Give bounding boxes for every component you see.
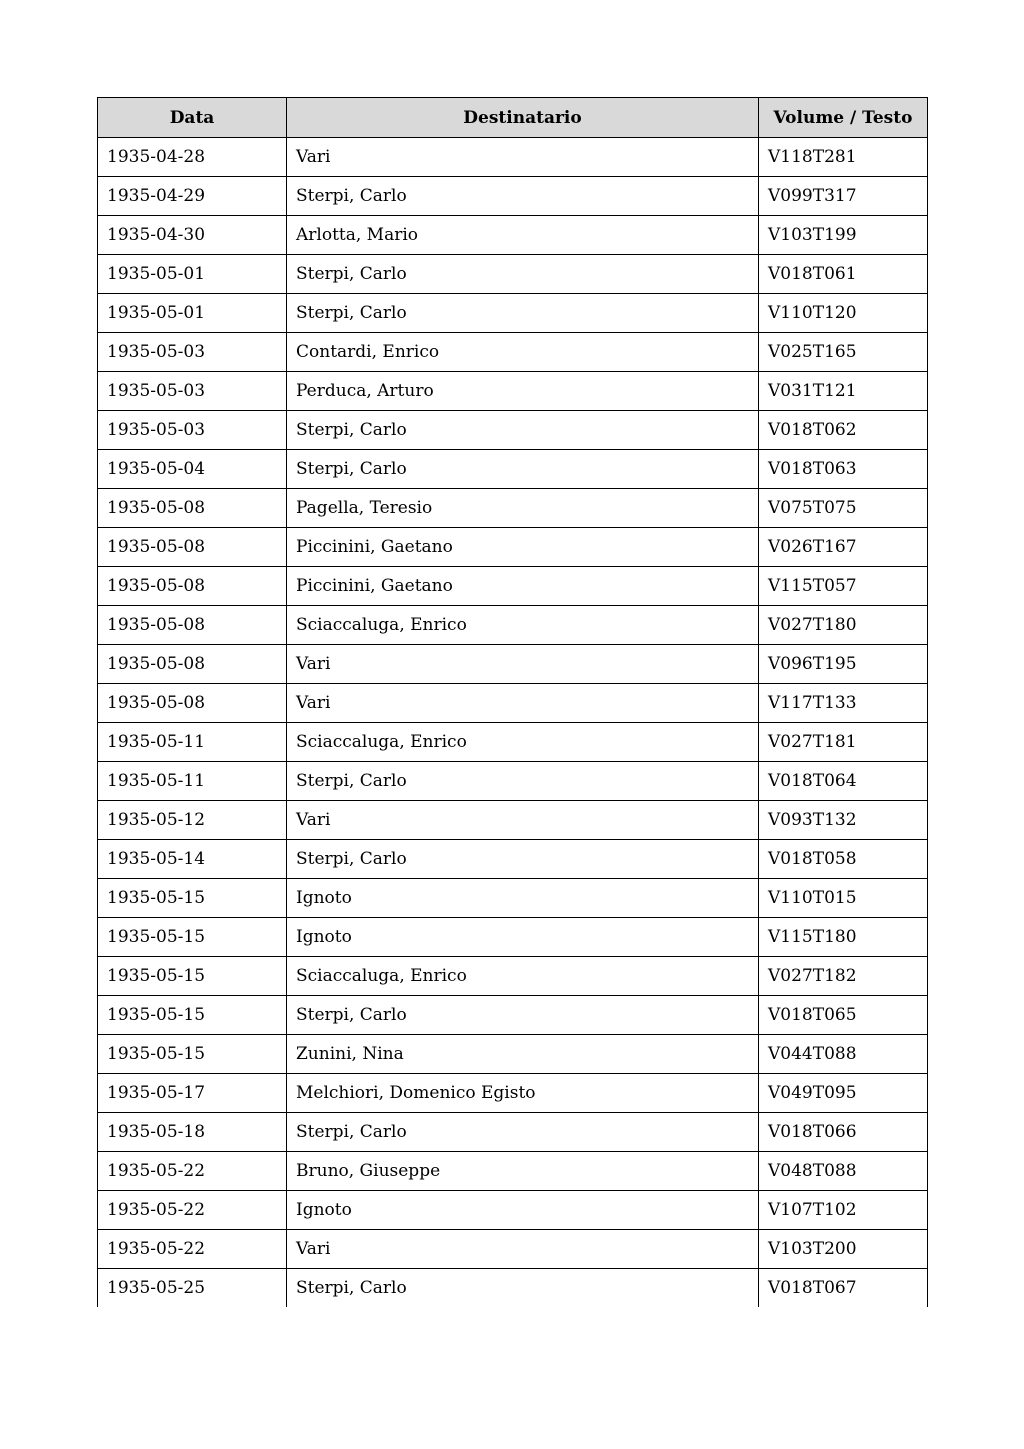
- cell-volume-text: V027T180: [759, 606, 928, 645]
- cell-recipient: Contardi, Enrico: [287, 333, 759, 372]
- cell-date: 1935-05-03: [98, 333, 287, 372]
- cell-recipient: Sterpi, Carlo: [287, 996, 759, 1035]
- cell-recipient: Ignoto: [287, 918, 759, 957]
- table-row: [98, 138, 928, 177]
- table-header-row: [98, 98, 928, 138]
- cell-recipient: Piccinini, Gaetano: [287, 567, 759, 606]
- table-row: [98, 216, 928, 255]
- table-row: [98, 879, 928, 918]
- cell-date: 1935-05-01: [98, 294, 287, 333]
- cell-volume-text: V018T065: [759, 996, 928, 1035]
- table-row: [98, 1269, 928, 1308]
- cell-volume-text: V048T088: [759, 1152, 928, 1191]
- cell-recipient: Vari: [287, 801, 759, 840]
- header-recipient: Destinatario: [287, 98, 759, 138]
- cell-recipient: Sterpi, Carlo: [287, 177, 759, 216]
- cell-recipient: Sterpi, Carlo: [287, 294, 759, 333]
- cell-date: 1935-05-15: [98, 957, 287, 996]
- cell-recipient: Sciaccaluga, Enrico: [287, 723, 759, 762]
- table-row: [98, 918, 928, 957]
- cell-date: 1935-05-08: [98, 567, 287, 606]
- table-row: [98, 411, 928, 450]
- cell-volume-text: V115T057: [759, 567, 928, 606]
- table-row: [98, 333, 928, 372]
- table-row: [98, 723, 928, 762]
- table-row: [98, 1113, 928, 1152]
- cell-date: 1935-05-15: [98, 996, 287, 1035]
- cell-date: 1935-05-14: [98, 840, 287, 879]
- table-row: [98, 957, 928, 996]
- table-row: [98, 294, 928, 333]
- table-row: [98, 762, 928, 801]
- cell-date: 1935-05-08: [98, 528, 287, 567]
- header-volume-text: Volume / Testo: [759, 98, 928, 138]
- cell-date: 1935-05-08: [98, 645, 287, 684]
- cell-date: 1935-05-15: [98, 918, 287, 957]
- cell-volume-text: V018T063: [759, 450, 928, 489]
- cell-volume-text: V018T061: [759, 255, 928, 294]
- cell-volume-text: V031T121: [759, 372, 928, 411]
- table-row: [98, 489, 928, 528]
- cell-recipient: Arlotta, Mario: [287, 216, 759, 255]
- cell-date: 1935-05-08: [98, 489, 287, 528]
- cell-recipient: Zunini, Nina: [287, 1035, 759, 1074]
- cell-volume-text: V118T281: [759, 138, 928, 177]
- cell-date: 1935-04-28: [98, 138, 287, 177]
- cell-volume-text: V018T062: [759, 411, 928, 450]
- cell-date: 1935-05-03: [98, 372, 287, 411]
- cell-date: 1935-05-25: [98, 1269, 287, 1308]
- cell-volume-text: V025T165: [759, 333, 928, 372]
- cell-recipient: Sterpi, Carlo: [287, 255, 759, 294]
- cell-volume-text: V103T199: [759, 216, 928, 255]
- table-row: [98, 840, 928, 879]
- header-date: Data: [98, 98, 287, 138]
- cell-date: 1935-05-12: [98, 801, 287, 840]
- table-row: [98, 1074, 928, 1113]
- cell-date: 1935-05-15: [98, 1035, 287, 1074]
- letters-table: [97, 97, 928, 1307]
- cell-date: 1935-05-17: [98, 1074, 287, 1113]
- document-page: [97, 97, 927, 1307]
- cell-volume-text: V096T195: [759, 645, 928, 684]
- cell-volume-text: V110T015: [759, 879, 928, 918]
- table-row: [98, 996, 928, 1035]
- cell-recipient: Sterpi, Carlo: [287, 450, 759, 489]
- cell-recipient: Sterpi, Carlo: [287, 762, 759, 801]
- table-row: [98, 450, 928, 489]
- cell-recipient: Sterpi, Carlo: [287, 840, 759, 879]
- cell-volume-text: V099T317: [759, 177, 928, 216]
- cell-volume-text: V103T200: [759, 1230, 928, 1269]
- cell-volume-text: V075T075: [759, 489, 928, 528]
- cell-volume-text: V110T120: [759, 294, 928, 333]
- cell-volume-text: V018T067: [759, 1269, 928, 1308]
- cell-volume-text: V093T132: [759, 801, 928, 840]
- cell-volume-text: V018T058: [759, 840, 928, 879]
- cell-recipient: Vari: [287, 138, 759, 177]
- cell-volume-text: V117T133: [759, 684, 928, 723]
- table-row: [98, 567, 928, 606]
- table-row: [98, 606, 928, 645]
- table-row: [98, 1191, 928, 1230]
- cell-date: 1935-05-11: [98, 723, 287, 762]
- table-row: [98, 177, 928, 216]
- cell-volume-text: V027T181: [759, 723, 928, 762]
- table-body: [98, 138, 928, 1308]
- cell-recipient: Vari: [287, 684, 759, 723]
- cell-recipient: Ignoto: [287, 879, 759, 918]
- cell-date: 1935-04-30: [98, 216, 287, 255]
- cell-recipient: Bruno, Giuseppe: [287, 1152, 759, 1191]
- table-row: [98, 645, 928, 684]
- table-row: [98, 1035, 928, 1074]
- cell-volume-text: V026T167: [759, 528, 928, 567]
- cell-volume-text: V027T182: [759, 957, 928, 996]
- cell-recipient: Pagella, Teresio: [287, 489, 759, 528]
- cell-recipient: Melchiori, Domenico Egisto: [287, 1074, 759, 1113]
- table-row: [98, 1152, 928, 1191]
- cell-recipient: Vari: [287, 1230, 759, 1269]
- cell-recipient: Perduca, Arturo: [287, 372, 759, 411]
- cell-recipient: Sciaccaluga, Enrico: [287, 606, 759, 645]
- cell-date: 1935-05-08: [98, 606, 287, 645]
- cell-volume-text: V049T095: [759, 1074, 928, 1113]
- cell-recipient: Sciaccaluga, Enrico: [287, 957, 759, 996]
- table-row: [98, 684, 928, 723]
- table-row: [98, 528, 928, 567]
- cell-date: 1935-05-04: [98, 450, 287, 489]
- cell-date: 1935-05-11: [98, 762, 287, 801]
- cell-recipient: Vari: [287, 645, 759, 684]
- table-row: [98, 801, 928, 840]
- table-row: [98, 1230, 928, 1269]
- cell-date: 1935-05-18: [98, 1113, 287, 1152]
- table-row: [98, 372, 928, 411]
- cell-volume-text: V044T088: [759, 1035, 928, 1074]
- cell-recipient: Ignoto: [287, 1191, 759, 1230]
- cell-volume-text: V115T180: [759, 918, 928, 957]
- cell-date: 1935-05-22: [98, 1191, 287, 1230]
- cell-recipient: Sterpi, Carlo: [287, 1269, 759, 1308]
- cell-recipient: Sterpi, Carlo: [287, 1113, 759, 1152]
- cell-date: 1935-05-08: [98, 684, 287, 723]
- cell-date: 1935-05-22: [98, 1152, 287, 1191]
- cell-date: 1935-05-01: [98, 255, 287, 294]
- table-row: [98, 255, 928, 294]
- cell-volume-text: V107T102: [759, 1191, 928, 1230]
- cell-date: 1935-05-03: [98, 411, 287, 450]
- cell-date: 1935-05-22: [98, 1230, 287, 1269]
- cell-volume-text: V018T066: [759, 1113, 928, 1152]
- cell-recipient: Piccinini, Gaetano: [287, 528, 759, 567]
- cell-date: 1935-04-29: [98, 177, 287, 216]
- cell-recipient: Sterpi, Carlo: [287, 411, 759, 450]
- cell-volume-text: V018T064: [759, 762, 928, 801]
- cell-date: 1935-05-15: [98, 879, 287, 918]
